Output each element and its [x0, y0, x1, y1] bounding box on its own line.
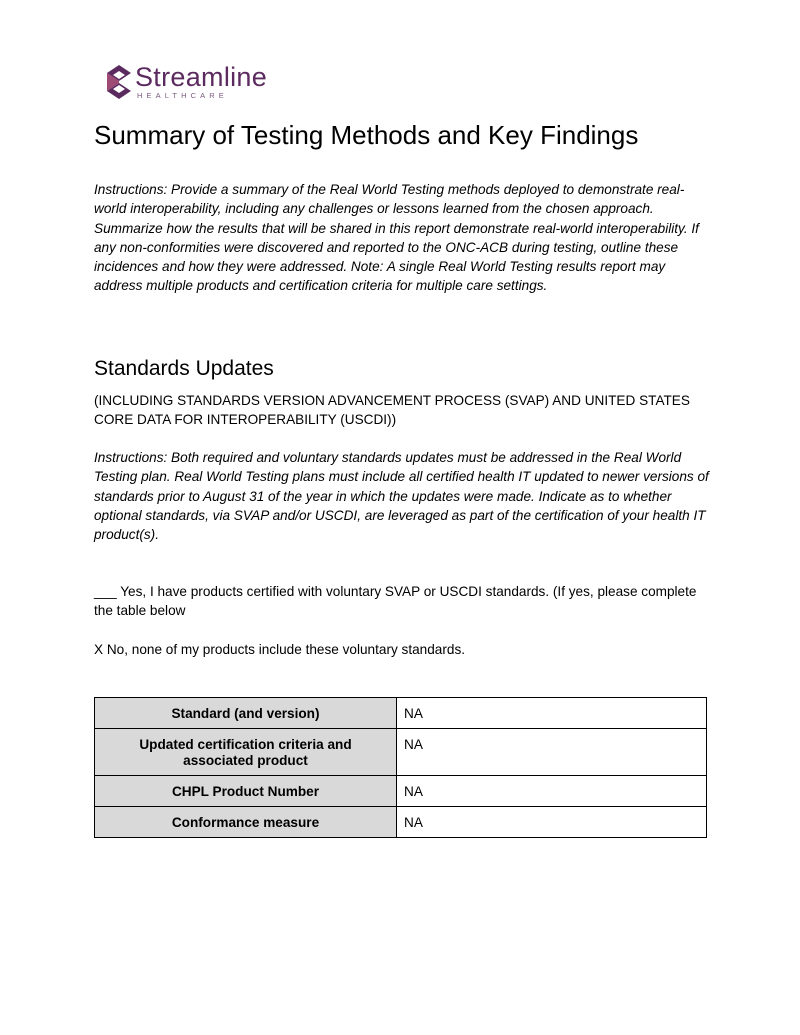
option-yes-text: ___ Yes, I have products certified with voluntary SVAP or USCDI standards. (If yes, please complete the table below	[94, 584, 697, 619]
row-value: NA	[397, 729, 707, 776]
table-row	[95, 807, 707, 838]
logo-tagline: HEALTHCARE	[137, 91, 228, 100]
table-row	[95, 729, 707, 776]
standards-subheading: (INCLUDING STANDARDS VERSION ADVANCEMENT PROCESS (SVAP) AND UNITED STATES CORE DATA FOR INTEROPERABILITY (USCDI))	[94, 393, 690, 428]
standards-table	[94, 697, 707, 838]
table-row	[95, 698, 707, 729]
row-label: CHPL Product Number	[95, 776, 397, 807]
standards-instructions: Instructions: Both required and voluntary standards updates must be addressed in the Real World Testing plan. Real World Testing plans must include all certified health IT updated to newer versions of standards prior to August 31 of the year in which the updates were made. Indicate as to whether optional standards, via SVAP and/or USCDI, are leveraged as part of the certification of your health IT product(s).	[94, 450, 709, 543]
row-label: Standard (and version)	[95, 698, 397, 729]
row-value: NA	[397, 776, 707, 807]
logo-wordmark: Streamline	[135, 62, 268, 92]
row-label: Conformance measure	[95, 807, 397, 838]
streamline-logo	[105, 62, 305, 102]
table-row	[95, 776, 707, 807]
testing-instructions: Instructions: Provide a summary of the Real World Testing methods deployed to demonstrate real-world interoperability, including any challenges or lessons learned from the chosen approach. Summarize how the results that will be shared in this report demonstrate real-world interoperability. If any non-conformities were discovered and reported to the ONC-ACB during testing, outline these incidences and how they were addressed. Note: A single Real World Testing results report may address multiple products and certification criteria for multiple care settings.	[94, 182, 699, 294]
option-no-text: X No, none of my products include these voluntary standards.	[94, 642, 466, 657]
streamline-s-icon	[105, 64, 133, 100]
row-value: NA	[397, 698, 707, 729]
page-title: Summary of Testing Methods and Key Findings	[94, 120, 639, 150]
row-label: Updated certification criteria and associated product	[95, 729, 397, 776]
row-value: NA	[397, 807, 707, 838]
standards-heading: Standards Updates	[94, 357, 274, 380]
